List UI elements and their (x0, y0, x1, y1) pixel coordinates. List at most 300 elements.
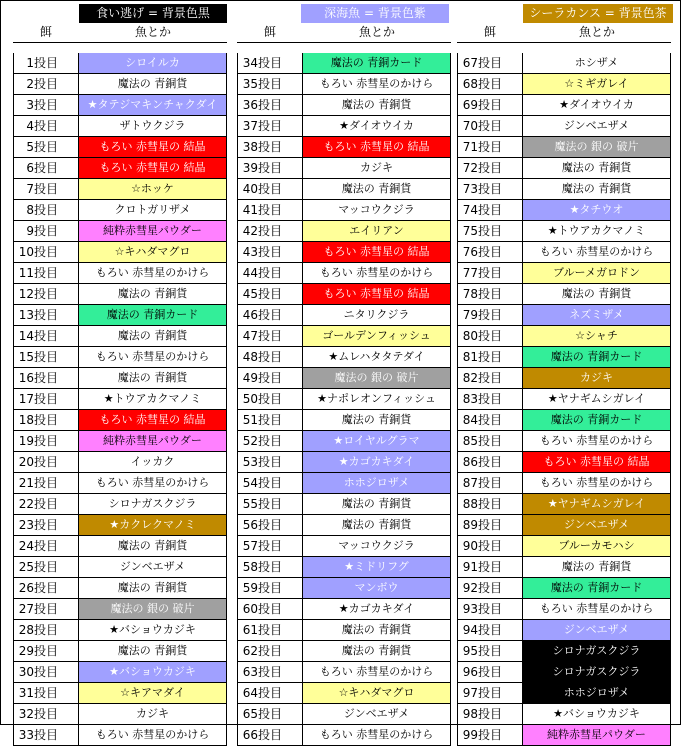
catch-cell: ☆ミギガレイ (523, 74, 671, 94)
table-row (13, 725, 227, 746)
catch-cell: ブルーメガロドン (523, 263, 671, 283)
catch-cell: シロナガスクジラ (523, 641, 671, 661)
table-row (457, 683, 671, 704)
catch-cell: ジンベエザメ (523, 515, 671, 535)
catch-cell: 魔法の 青銅貨 (523, 557, 671, 577)
catch-cell: ホホジロザメ (523, 683, 671, 703)
table-row (457, 368, 671, 389)
catch-cell: もろい 赤彗星のかけら (523, 431, 671, 451)
catch-cell: 魔法の 青銅貨 (523, 284, 671, 304)
table-row (237, 599, 451, 620)
cast-number: 54投目 (237, 473, 303, 493)
table-row (13, 347, 227, 368)
table-row (237, 326, 451, 347)
table-row (237, 74, 451, 95)
table-row (237, 431, 451, 452)
table-row (237, 641, 451, 662)
catch-cell: イッカク (79, 452, 227, 472)
catch-cell: 魔法の 青銅貨 (79, 368, 227, 388)
cast-number: 76投目 (457, 242, 523, 262)
cast-number: 50投目 (237, 389, 303, 409)
cast-number: 86投目 (457, 452, 523, 472)
cast-number: 53投目 (237, 452, 303, 472)
catch-cell: ★ダイオウイカ (523, 95, 671, 115)
table-row (13, 74, 227, 95)
cast-number: 66投目 (237, 725, 303, 745)
table-row (457, 515, 671, 536)
catch-cell: もろい 赤彗星の 結晶 (303, 242, 451, 262)
table-row (237, 221, 451, 242)
cast-number: 91投目 (457, 557, 523, 577)
cast-number: 28投目 (13, 620, 79, 640)
cast-number: 23投目 (13, 515, 79, 535)
cast-number: 82投目 (457, 368, 523, 388)
cast-number: 36投目 (237, 95, 303, 115)
catch-cell: ★バショウカジキ (523, 704, 671, 724)
catch-cell: シロナガスクジラ (523, 662, 671, 682)
table-row (457, 431, 671, 452)
catch-cell: 魔法の 青銅貨 (303, 179, 451, 199)
cast-number: 20投目 (13, 452, 79, 472)
cast-number: 32投目 (13, 704, 79, 724)
catch-cell: もろい 赤彗星のかけら (303, 662, 451, 682)
cast-number: 12投目 (13, 284, 79, 304)
catch-cell: クロトガリザメ (79, 200, 227, 220)
table-row (237, 515, 451, 536)
table-row (457, 305, 671, 326)
catch-cell: カジキ (303, 158, 451, 178)
cast-number: 59投目 (237, 578, 303, 598)
catch-cell: ★カゴカキダイ (303, 599, 451, 619)
catch-cell: ☆キアマダイ (79, 683, 227, 703)
table-row (237, 305, 451, 326)
table-row (457, 158, 671, 179)
catch-cell: 魔法の 青銅貨 (303, 494, 451, 514)
cast-number: 68投目 (457, 74, 523, 94)
catch-cell: もろい 赤彗星のかけら (523, 599, 671, 619)
catch-cell: ★ヤナギムシガレイ (523, 494, 671, 514)
catch-cell: シロナガスクジラ (79, 494, 227, 514)
cast-number: 80投目 (457, 326, 523, 346)
cast-number: 63投目 (237, 662, 303, 682)
catch-cell: ☆ホッケ (79, 179, 227, 199)
table-row (457, 347, 671, 368)
catch-cell: もろい 赤彗星の 結晶 (79, 158, 227, 178)
cast-number: 95投目 (457, 641, 523, 661)
table-row (457, 179, 671, 200)
table-row (13, 200, 227, 221)
table-row (13, 137, 227, 158)
cast-number: 71投目 (457, 137, 523, 157)
table-row (13, 221, 227, 242)
table-row (237, 116, 451, 137)
table-row (13, 599, 227, 620)
catch-cell: ★トウアカクマノミ (79, 389, 227, 409)
cast-number: 58投目 (237, 557, 303, 577)
catch-cell: もろい 赤彗星のかけら (79, 473, 227, 493)
table-row (13, 515, 227, 536)
cast-number: 62投目 (237, 641, 303, 661)
catch-cell: もろい 赤彗星の 結晶 (79, 410, 227, 430)
table-row (237, 473, 451, 494)
cast-number: 25投目 (13, 557, 79, 577)
cast-number: 92投目 (457, 578, 523, 598)
catch-cell: ★ロイヤルグラマ (303, 431, 451, 451)
cast-number: 9投目 (13, 221, 79, 241)
catch-cell: ★ナポレオンフィッシュ (303, 389, 451, 409)
catch-cell: 魔法の 青銅貨 (303, 95, 451, 115)
cast-number: 79投目 (457, 305, 523, 325)
catch-cell: 純粋赤彗星パウダー (79, 221, 227, 241)
table-row (457, 389, 671, 410)
table-row (457, 725, 671, 746)
cast-number: 29投目 (13, 641, 79, 661)
catch-cell: もろい 赤彗星のかけら (523, 473, 671, 493)
cast-number: 6投目 (13, 158, 79, 178)
catch-cell: マッコウクジラ (303, 536, 451, 556)
cast-number: 49投目 (237, 368, 303, 388)
catch-cell: もろい 赤彗星のかけら (303, 263, 451, 283)
table-row (237, 158, 451, 179)
cast-number: 8投目 (13, 200, 79, 220)
table-row (237, 347, 451, 368)
catch-cell: 魔法の 銀の 破片 (303, 368, 451, 388)
catch-cell: マンボウ (303, 578, 451, 598)
catch-cell: ☆キハダマグロ (303, 683, 451, 703)
table-row (13, 263, 227, 284)
cast-number: 55投目 (237, 494, 303, 514)
catch-cell: 魔法の 青銅カード (303, 53, 451, 73)
table-row (457, 263, 671, 284)
catch-cell: 魔法の 青銅貨 (79, 536, 227, 556)
cast-number: 51投目 (237, 410, 303, 430)
header-fish-3: 魚とか (523, 22, 671, 43)
cast-number: 85投目 (457, 431, 523, 451)
header-bait-2: 餌 (237, 22, 303, 43)
cast-number: 75投目 (457, 221, 523, 241)
catch-cell: もろい 赤彗星のかけら (303, 74, 451, 94)
table-row (457, 221, 671, 242)
table-row (13, 53, 227, 74)
cast-number: 72投目 (457, 158, 523, 178)
cast-number: 17投目 (13, 389, 79, 409)
cast-number: 47投目 (237, 326, 303, 346)
table-row (237, 389, 451, 410)
catch-cell: 純粋赤彗星パウダー (523, 725, 671, 745)
table-row (457, 578, 671, 599)
table-row (13, 662, 227, 683)
cast-number: 90投目 (457, 536, 523, 556)
table-row (457, 95, 671, 116)
table-row (237, 536, 451, 557)
catch-cell: ジンベエザメ (523, 620, 671, 640)
table-row (237, 578, 451, 599)
table-row (13, 179, 227, 200)
cast-number: 70投目 (457, 116, 523, 136)
table-row (237, 284, 451, 305)
table-row (237, 53, 451, 74)
table-row (13, 305, 227, 326)
cast-number: 60投目 (237, 599, 303, 619)
table-row (13, 704, 227, 725)
cast-number: 42投目 (237, 221, 303, 241)
table-row (13, 158, 227, 179)
table-row (13, 620, 227, 641)
cast-number: 96投目 (457, 662, 523, 682)
catch-cell: 魔法の 銀の 破片 (79, 599, 227, 619)
table-row (237, 662, 451, 683)
legend-brown: シーラカンス = 背景色茶 (523, 4, 673, 23)
cast-number: 19投目 (13, 431, 79, 451)
catch-cell: エイリアン (303, 221, 451, 241)
cast-number: 74投目 (457, 200, 523, 220)
catch-cell: 魔法の 青銅貨 (79, 641, 227, 661)
catch-cell: ★バショウカジキ (79, 620, 227, 640)
cast-number: 93投目 (457, 599, 523, 619)
table-row (13, 641, 227, 662)
catch-cell: マッコウクジラ (303, 200, 451, 220)
catch-cell: 魔法の 青銅貨 (79, 284, 227, 304)
table-row (457, 137, 671, 158)
cast-number: 4投目 (13, 116, 79, 136)
log-column-1 (13, 53, 227, 746)
cast-number: 31投目 (13, 683, 79, 703)
cast-number: 14投目 (13, 326, 79, 346)
catch-cell: ブルーカモハシ (523, 536, 671, 556)
cast-number: 27投目 (13, 599, 79, 619)
cast-number: 37投目 (237, 116, 303, 136)
cast-number: 77投目 (457, 263, 523, 283)
table-row (457, 74, 671, 95)
table-row (237, 200, 451, 221)
table-row (457, 452, 671, 473)
header-fish-1: 魚とか (79, 22, 227, 43)
table-row (13, 431, 227, 452)
cast-number: 44投目 (237, 263, 303, 283)
table-row (237, 179, 451, 200)
cast-number: 64投目 (237, 683, 303, 703)
cast-number: 39投目 (237, 158, 303, 178)
catch-cell: ホホジロザメ (303, 473, 451, 493)
catch-cell: 魔法の 青銅カード (79, 305, 227, 325)
table-row (457, 494, 671, 515)
cast-number: 22投目 (13, 494, 79, 514)
table-row (237, 137, 451, 158)
cast-number: 98投目 (457, 704, 523, 724)
log-column-2 (237, 53, 451, 746)
table-row (13, 683, 227, 704)
catch-cell: ネズミザメ (523, 305, 671, 325)
header-bait-1: 餌 (13, 22, 79, 43)
table-row (457, 200, 671, 221)
cast-number: 78投目 (457, 284, 523, 304)
table-row (13, 368, 227, 389)
cast-number: 56投目 (237, 515, 303, 535)
legend-black: 食い逃げ = 背景色黒 (79, 4, 227, 23)
cast-number: 65投目 (237, 704, 303, 724)
catch-cell: ☆キハダマグロ (79, 242, 227, 262)
cast-number: 13投目 (13, 305, 79, 325)
cast-number: 3投目 (13, 95, 79, 115)
catch-cell: もろい 赤彗星のかけら (523, 242, 671, 262)
table-row (457, 662, 671, 683)
catch-cell: ジンベエザメ (523, 116, 671, 136)
cast-number: 7投目 (13, 179, 79, 199)
cast-number: 5投目 (13, 137, 79, 157)
catch-cell: 魔法の 青銅カード (523, 410, 671, 430)
catch-cell: 魔法の 青銅貨 (303, 620, 451, 640)
catch-cell: 魔法の 青銅カード (523, 347, 671, 367)
cast-number: 88投目 (457, 494, 523, 514)
catch-cell: カジキ (523, 368, 671, 388)
cast-number: 67投目 (457, 53, 523, 73)
cast-number: 43投目 (237, 242, 303, 262)
table-row (237, 704, 451, 725)
cast-number: 34投目 (237, 53, 303, 73)
table-row (457, 599, 671, 620)
cast-number: 73投目 (457, 179, 523, 199)
cast-number: 45投目 (237, 284, 303, 304)
cast-number: 89投目 (457, 515, 523, 535)
cast-number: 38投目 (237, 137, 303, 157)
cast-number: 40投目 (237, 179, 303, 199)
cast-number: 46投目 (237, 305, 303, 325)
cast-number: 1投目 (13, 53, 79, 73)
catch-cell: ★ダイオウイカ (303, 116, 451, 136)
table-row (13, 410, 227, 431)
cast-number: 69投目 (457, 95, 523, 115)
catch-cell: もろい 赤彗星の 結晶 (523, 452, 671, 472)
table-row (13, 452, 227, 473)
table-row (13, 578, 227, 599)
table-row (13, 389, 227, 410)
cast-number: 26投目 (13, 578, 79, 598)
table-row (237, 242, 451, 263)
cast-number: 11投目 (13, 263, 79, 283)
cast-number: 16投目 (13, 368, 79, 388)
table-row (237, 452, 451, 473)
catch-cell: ジンベエザメ (303, 704, 451, 724)
catch-cell: シロイルカ (79, 53, 227, 73)
catch-cell: もろい 赤彗星の 結晶 (303, 137, 451, 157)
catch-cell: 魔法の 青銅貨 (79, 578, 227, 598)
table-row (457, 536, 671, 557)
catch-cell: ★カクレクマノミ (79, 515, 227, 535)
table-row (13, 557, 227, 578)
catch-cell: 魔法の 青銅貨 (303, 515, 451, 535)
catch-cell: カジキ (79, 704, 227, 724)
cast-number: 35投目 (237, 74, 303, 94)
table-row (237, 263, 451, 284)
catch-cell: 魔法の 青銅貨 (523, 158, 671, 178)
header-fish-2: 魚とか (303, 22, 451, 43)
catch-cell: ★ヤナギムシガレイ (523, 389, 671, 409)
table-row (13, 473, 227, 494)
table-row (457, 116, 671, 137)
catch-cell: ★トウアカクマノミ (523, 221, 671, 241)
cast-number: 81投目 (457, 347, 523, 367)
catch-cell: 魔法の 青銅カード (523, 578, 671, 598)
cast-number: 97投目 (457, 683, 523, 703)
catch-cell: ニタリクジラ (303, 305, 451, 325)
cast-number: 61投目 (237, 620, 303, 640)
cast-number: 21投目 (13, 473, 79, 493)
table-row (457, 326, 671, 347)
catch-cell: ★タチウオ (523, 200, 671, 220)
catch-cell: もろい 赤彗星のかけら (303, 725, 451, 745)
table-row (13, 242, 227, 263)
catch-cell: もろい 赤彗星のかけら (79, 263, 227, 283)
table-row (13, 116, 227, 137)
table-row (13, 536, 227, 557)
log-column-3 (457, 53, 671, 746)
catch-cell: 魔法の 青銅貨 (523, 179, 671, 199)
catch-cell: 魔法の 青銅貨 (79, 326, 227, 346)
cast-number: 87投目 (457, 473, 523, 493)
cast-number: 41投目 (237, 200, 303, 220)
catch-cell: もろい 赤彗星の 結晶 (303, 284, 451, 304)
catch-cell: ジンベエザメ (79, 557, 227, 577)
catch-cell: もろい 赤彗星のかけら (79, 725, 227, 745)
catch-cell: ★タテジマキンチャクダイ (79, 95, 227, 115)
cast-number: 99投目 (457, 725, 523, 745)
table-row (237, 683, 451, 704)
table-row (457, 620, 671, 641)
table-row (457, 284, 671, 305)
catch-cell: もろい 赤彗星の 結晶 (79, 137, 227, 157)
table-row (13, 326, 227, 347)
catch-cell: 魔法の 青銅貨 (303, 410, 451, 430)
cast-number: 52投目 (237, 431, 303, 451)
catch-cell: もろい 赤彗星のかけら (79, 347, 227, 367)
table-row (13, 284, 227, 305)
cast-number: 18投目 (13, 410, 79, 430)
table-row (13, 95, 227, 116)
table-row (13, 494, 227, 515)
cast-number: 10投目 (13, 242, 79, 262)
cast-number: 24投目 (13, 536, 79, 556)
table-row (237, 368, 451, 389)
catch-cell: 魔法の 銀の 破片 (523, 137, 671, 157)
table-row (457, 53, 671, 74)
legend-purple: 深海魚 = 背景色紫 (301, 4, 449, 23)
table-row (237, 410, 451, 431)
table-row (237, 494, 451, 515)
cast-number: 84投目 (457, 410, 523, 430)
table-row (457, 704, 671, 725)
catch-cell: ゴールデンフィッシュ (303, 326, 451, 346)
table-row (457, 242, 671, 263)
table-row (237, 95, 451, 116)
catch-cell: ☆シャチ (523, 326, 671, 346)
catch-cell: ★カゴカキダイ (303, 452, 451, 472)
catch-cell: ホシザメ (523, 53, 671, 73)
cast-number: 2投目 (13, 74, 79, 94)
cast-number: 48投目 (237, 347, 303, 367)
catch-cell: ★バショウカジキ (79, 662, 227, 682)
table-row (457, 473, 671, 494)
catch-cell: 魔法の 青銅貨 (303, 641, 451, 661)
catch-cell: 純粋赤彗星パウダー (79, 431, 227, 451)
cast-number: 33投目 (13, 725, 79, 745)
cast-number: 83投目 (457, 389, 523, 409)
catch-cell: 魔法の 青銅貨 (79, 74, 227, 94)
catch-cell: ★ムレハタタテダイ (303, 347, 451, 367)
table-row (237, 620, 451, 641)
catch-cell: ザトウクジラ (79, 116, 227, 136)
table-row (237, 725, 451, 746)
table-row (457, 557, 671, 578)
